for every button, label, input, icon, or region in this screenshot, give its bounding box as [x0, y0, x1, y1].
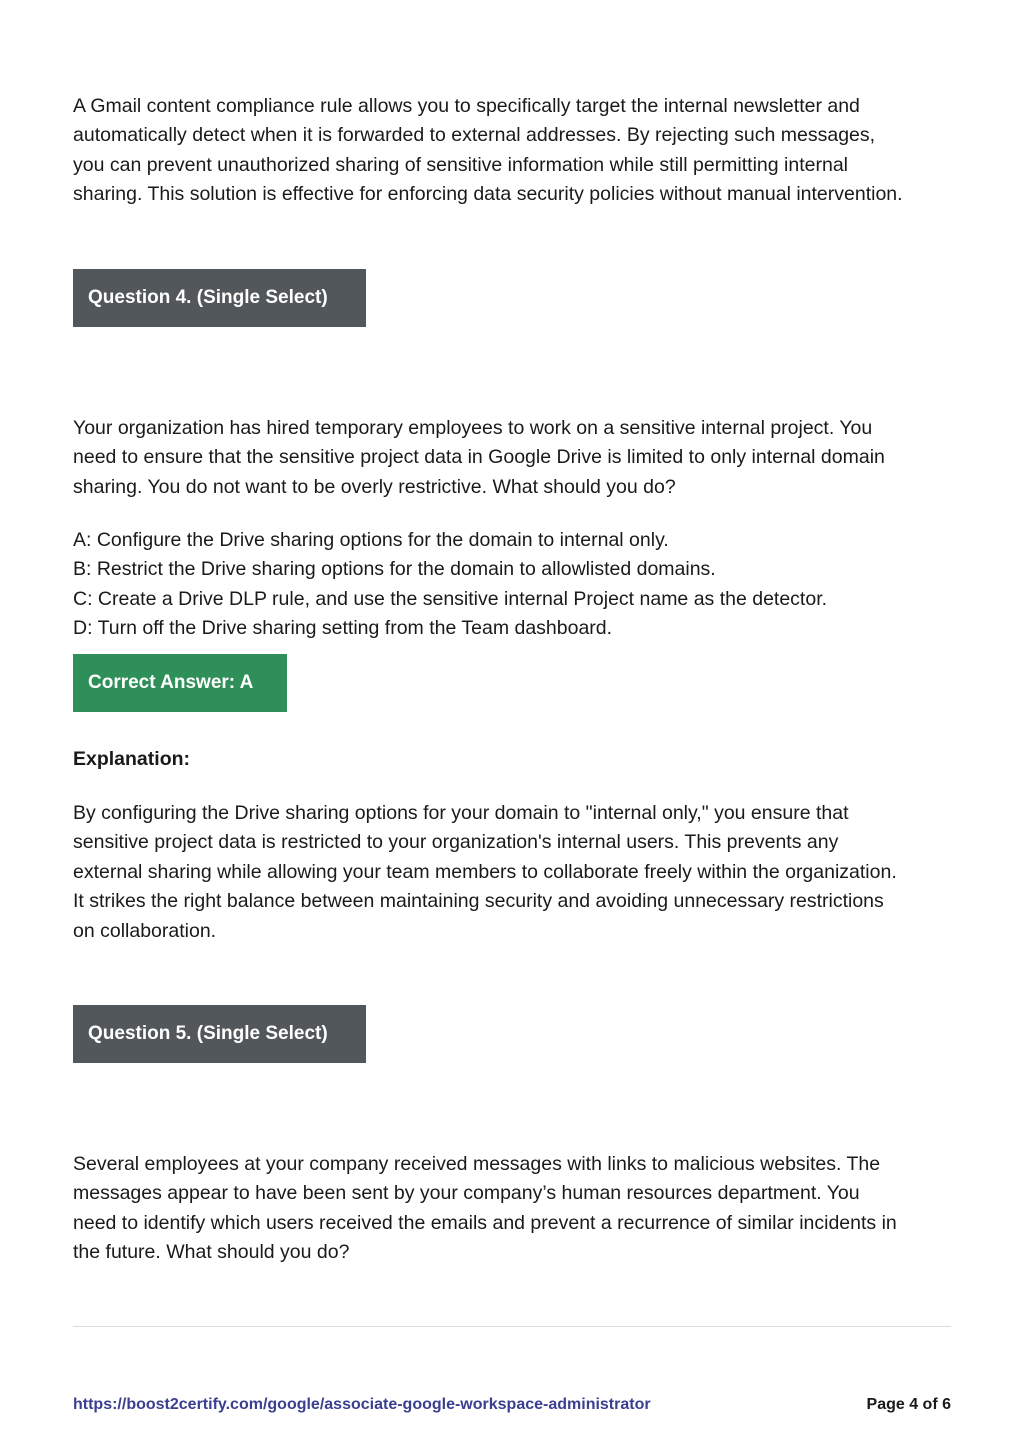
- text-line: Several employees at your company received messages with links to malicious websites. The: [73, 1153, 881, 1175]
- footer-url-link[interactable]: https://boost2certify.com/google/associate-google-workspace-administrator: [73, 1396, 651, 1413]
- option-d: D: Turn off the Drive sharing setting from the Team dashboard.: [73, 617, 613, 640]
- text-line: automatically detect when it is forwarded to external addresses. By rejecting such messages,: [73, 124, 876, 147]
- text-line: Your organization has hired temporary employees to work on a sensitive internal project. You: [73, 417, 873, 439]
- option-c: C: Create a Drive DLP rule, and use the sensitive internal Project name as the detector.: [73, 587, 828, 610]
- intro-paragraph: [73, 92, 953, 210]
- text-line: need to identify which users received the emails and prevent a recurrence of similar incidents in: [73, 1211, 897, 1234]
- explanation-text: [73, 799, 953, 946]
- text-line: A Gmail content compliance rule allows you to specifically target the internal newsletter and: [73, 95, 860, 117]
- question-5-text: [73, 1150, 953, 1268]
- text-line: sensitive project data is restricted to your organization's internal users. This prevents any: [73, 831, 839, 854]
- page-number: Page 4 of 6: [866, 1396, 951, 1413]
- question-4-text: [73, 414, 953, 502]
- question-4-heading: Question 4. (Single Select): [73, 269, 366, 327]
- question-5-heading: Question 5. (Single Select): [73, 1005, 366, 1063]
- text-line: the future. What should you do?: [73, 1241, 350, 1264]
- explanation-section: [73, 748, 953, 771]
- text-line: need to ensure that the sensitive project data in Google Drive is limited to only internal domain: [73, 446, 885, 469]
- text-line: By configuring the Drive sharing options for your domain to "internal only," you ensure that: [73, 802, 849, 824]
- text-line: sharing. You do not want to be overly restrictive. What should you do?: [73, 475, 676, 498]
- option-b: B: Restrict the Drive sharing options for the domain to allowlisted domains.: [73, 558, 716, 581]
- text-line: external sharing while allowing your team members to collaborate freely within the organization.: [73, 860, 897, 883]
- text-line: It strikes the right balance between maintaining security and avoiding unnecessary restrictions: [73, 890, 884, 913]
- text-line: on collaboration.: [73, 919, 217, 942]
- text-line: you can prevent unauthorized sharing of sensitive information while still permitting internal: [73, 153, 848, 176]
- text-line: sharing. This solution is effective for enforcing data security policies without manual intervention.: [73, 183, 903, 206]
- option-a: A: Configure the Drive sharing options for the domain to internal only.: [73, 529, 669, 551]
- correct-answer-badge: Correct Answer: A: [73, 654, 287, 712]
- footer-divider: [73, 1326, 951, 1327]
- question-4-options: [73, 526, 953, 644]
- explanation-label: Explanation:: [73, 748, 191, 770]
- text-line: messages appear to have been sent by your company’s human resources department. You: [73, 1182, 860, 1205]
